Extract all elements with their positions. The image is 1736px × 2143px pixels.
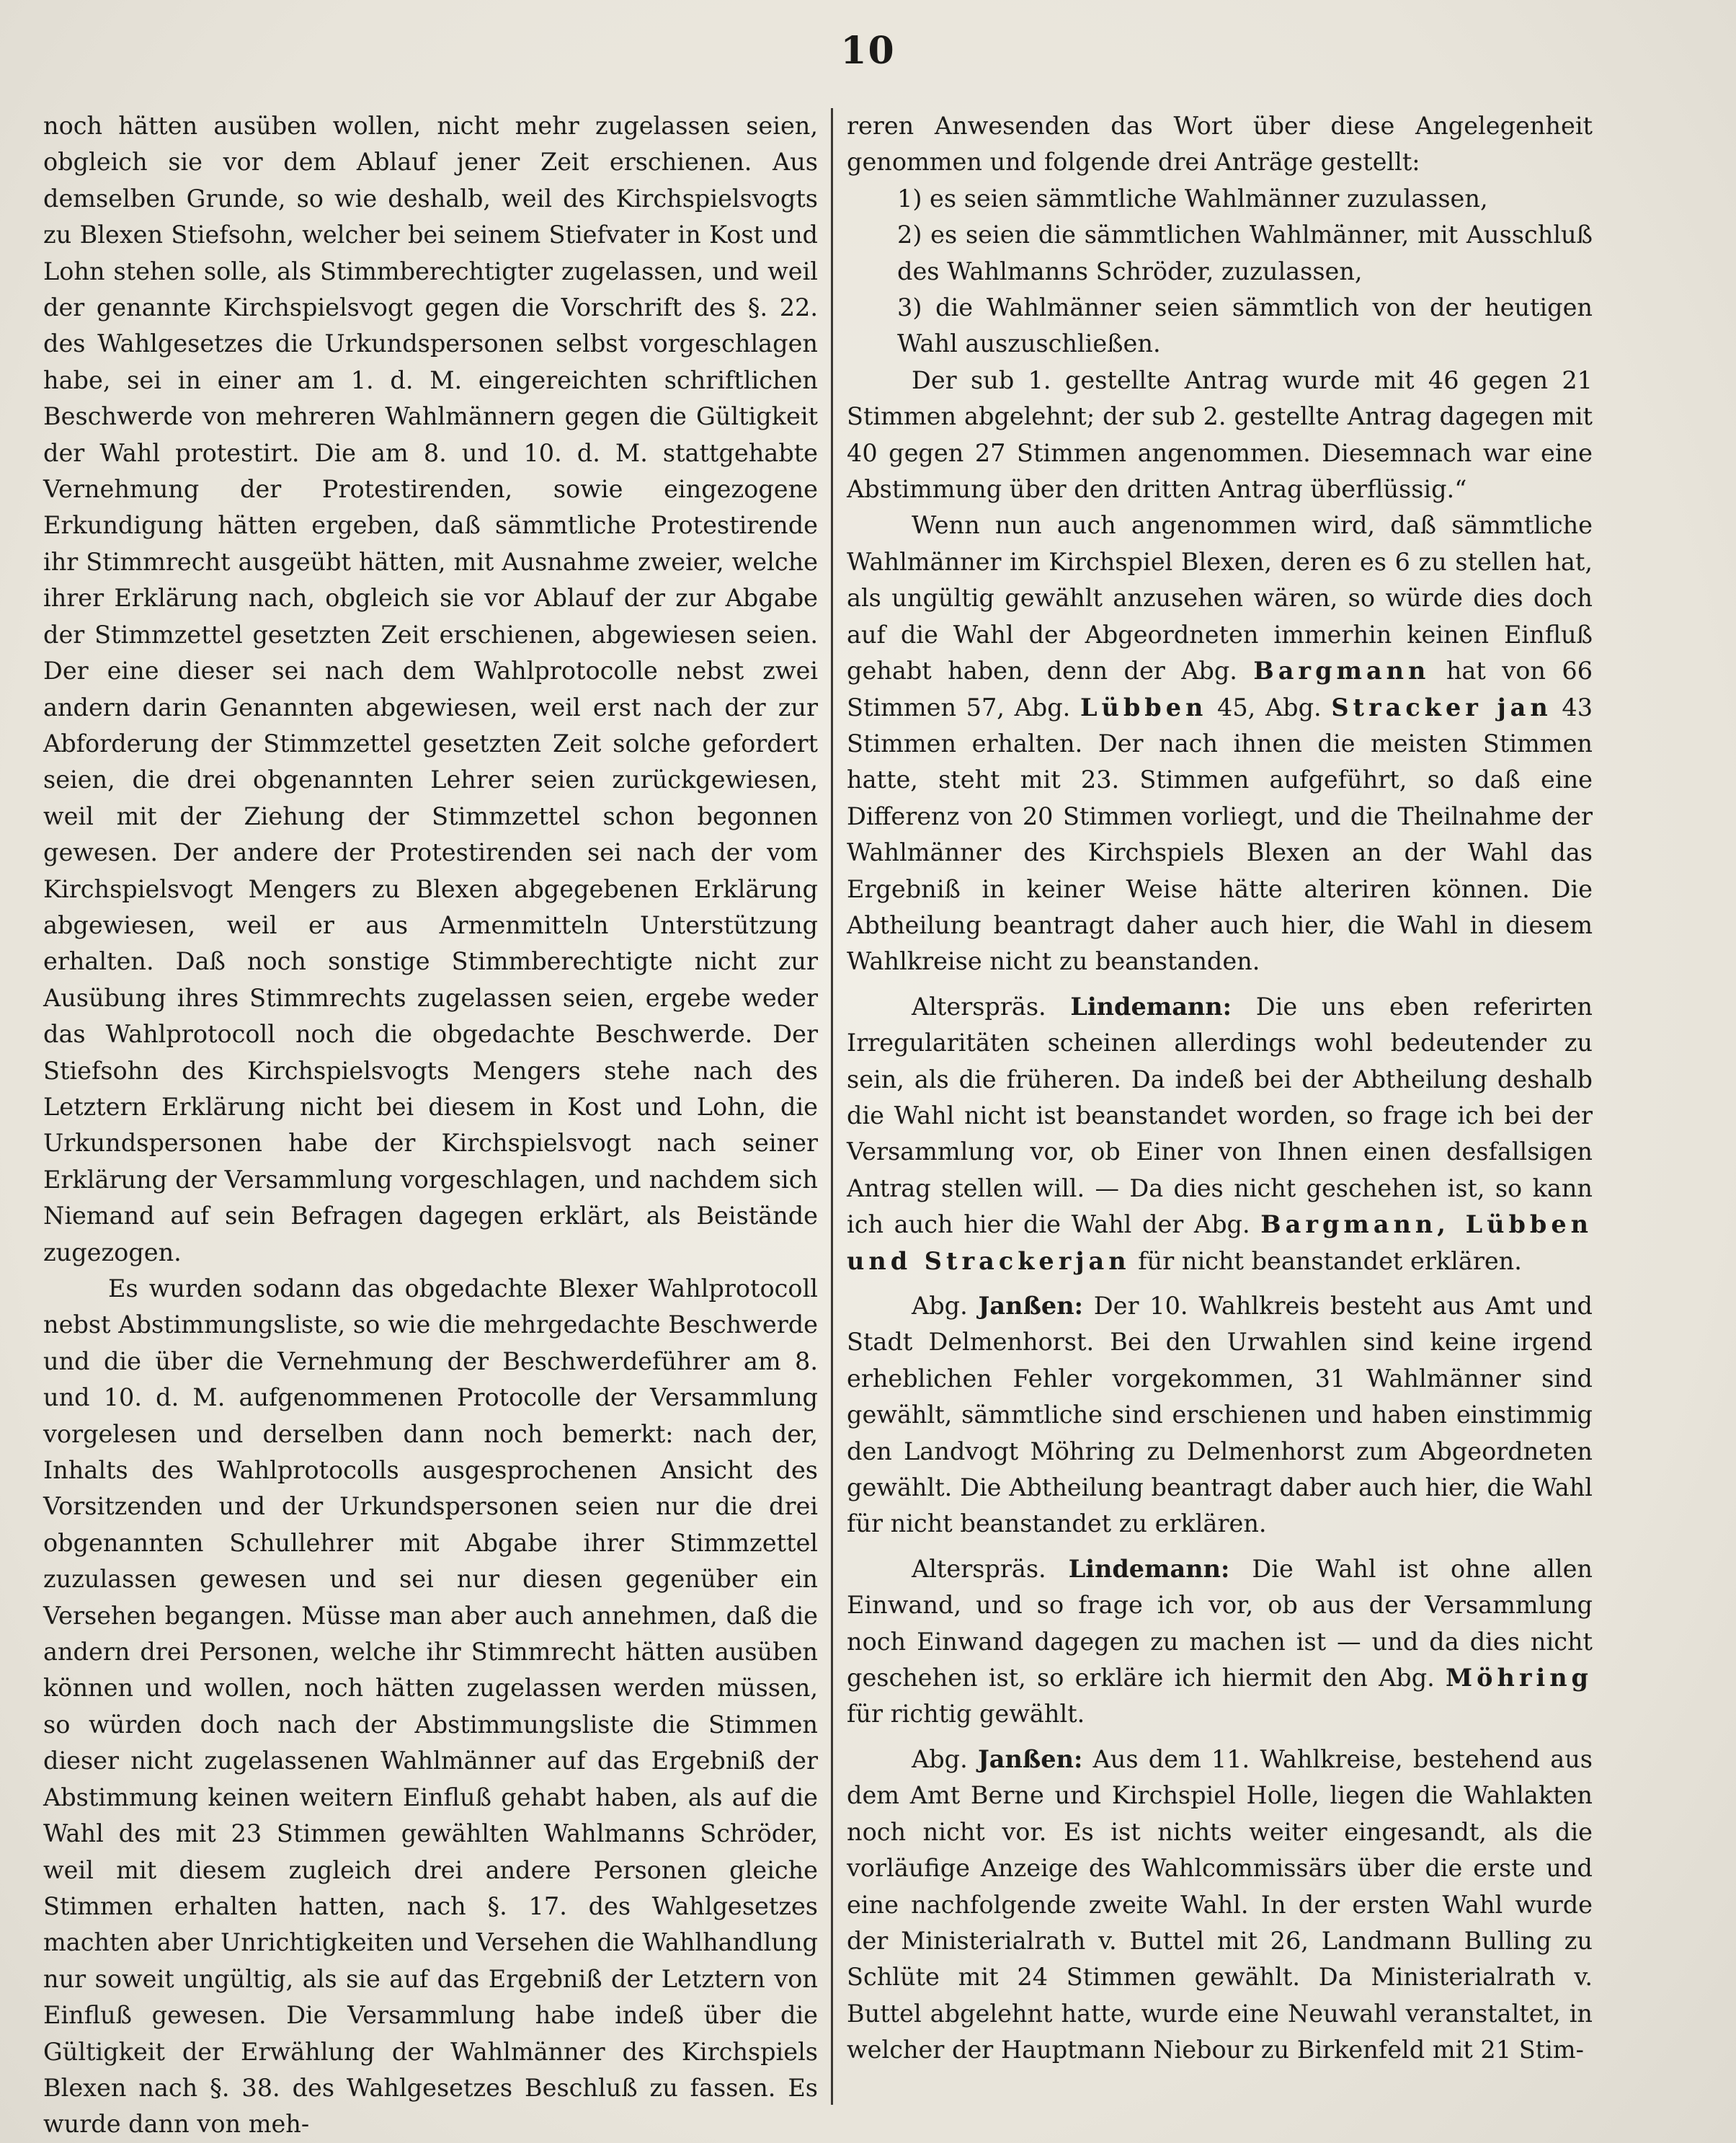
speaker-name: Janßen: [978, 1292, 1083, 1320]
speaker-title: Alterspräs. [912, 1554, 1046, 1583]
column-divider [831, 108, 833, 2105]
report-text-c: 45, Abg. [1217, 693, 1322, 722]
speech-text: Aus dem 11. Wahlkreise, bestehend aus dem Amt Berne und Kirchspiel Holle, liegen die Wahlakten noch nicht vor. Es ist nichts weiter eingesandt, als die vorläufige Anzeige des Wahlcommissärs über die erste und eine nachfolgende zweite Wahl. In der ersten Wahl wurde der Ministerialrath v. Buttel mit 26, Landmann Bulling zu Schlüte mit 24 Stimmen gewählt. Da Ministerialrath v. Buttel abgelehnt hatte, wurde eine Neuwahl veranstaltet, in welcher der Hauptmann Niebour zu Birkenfeld mit 21 Stim- [847, 1744, 1593, 2064]
left-paragraph-1: noch hätten ausüben wollen, nicht mehr zugelassen seien, obgleich sie vor dem Ablauf jener Zeit erschienen. Aus demselben Grunde, so wie deshalb, weil des Kirchspielsvogts zu Blexen Stiefsohn, welcher bei seinem Stiefvater in Kost und Lohn stehen solle, als Stimmberechtigter zugelassen, und weil der genannte Kirchspielsvogt gegen die Vorschrift des §. 22. des Wahlgesetzes die Urkundspersonen selbst vorgeschlagen habe, sei in einer am 1. d. M. eingereichten schriftlichen Beschwerde von mehreren Wahlmännern gegen die Gültigkeit der Wahl protestirt. Die am 8. und 10. d. M. stattgehabte Vernehmung der Protestirenden, sowie eingezogene Erkundigung hätten ergeben, daß sämmtliche Protestirende ihr Stimmrecht ausgeübt hätten, mit Ausnahme zweier, welche ihrer Erklärung nach, obgleich sie vor Ablauf der zur Abgabe der Stimmzettel gesetzten Zeit erschienen, abgewiesen seien. Der eine dieser sei nach dem Wahlprotocolle nebst zwei andern darin Genannten abgewiesen, weil erst nach der zur Abforderung der Stimmzettel gesetzten Zeit solche gefordert seien, die drei obgenannten Lehrer seien zurückgewiesen, weil mit der Ziehung der Stimmzettel schon begonnen gewesen. Der andere der Protestirenden sei nach der vom Kirchspielsvogt Mengers zu Blexen abgegebenen Erklärung abgewiesen, weil er aus Armenmitteln Unterstützung erhalten. Daß noch sonstige Stimmberechtigte nicht zur Ausübung ihres Stimmrechts zugelassen seien, ergebe weder das Wahlprotocoll noch die obgedachte Beschwerde. Der Stiefsohn des Kirchspielsvogts Mengers stehe nach des Letztern Erklärung nicht bei diesem in Kost und Lohn, die Urkundspersonen habe der Kirchspielsvogt nach seiner Erklärung der Versammlung vorgeschlagen, und nachdem sich Niemand auf sein Befragen dagegen erklärt, als Beistände zugezogen. [43, 112, 818, 1266]
speaker-name: Lindemann: [1068, 1554, 1230, 1583]
report-text-a: Wenn nun auch angenommen wird, daß sämmtliche Wahlmänner im Kirchspiel Blexen, deren es 6 zu stellen hat, als ungültig gewählt anzusehen wären, so würde dies doch auf die Wahl der Abgeordneten immerhin keinen Einfluß gehabt haben, denn der Abg. [847, 511, 1593, 686]
speaker-name: Janßen: [977, 1744, 1083, 1773]
report-text-d: 43 Stimmen erhalten. Der nach ihnen die meisten Stimmen hatte, steht mit 23. Stimmen aufgeführt, so daß eine Differenz von 20 Stimmen vorliegt, und die Theilnahme der Wahlmänner des Kirchspiels Blexen an der Wahl das Ergebniß in keiner Weise hätte alteriren können. Die Abtheilung beantragt daher auch hier, die Wahl in diesem Wahlkreise nicht zu beanstanden. [847, 693, 1593, 976]
speech-lindemann-1 [847, 989, 1593, 1279]
delegate-name-luebben: Lübben [1080, 693, 1208, 722]
right-column [847, 108, 1593, 2112]
motion-item-3: 3) die Wahlmänner seien sämmtlich von der heutigen Wahl auszuschließen. [897, 293, 1593, 358]
speech-text-b: für nicht beanstandet erklären. [1138, 1246, 1522, 1275]
speech-text-a: Die uns eben referirten Irregularitäten scheinen allerdings wohl bedeutender zu sein, als die früheren. Da indeß bei der Abtheilung deshalb die Wahl nicht ist beanstandet worden, so frage ich bei der Versammlung vor, ob Einer von Ihnen einen desfallsigen Antrag stellen will. — Da dies nicht geschehen ist, so kann ich auch hier die Wahl der Abg. [847, 992, 1593, 1239]
delegate-name-bargmann: Bargmann [1253, 657, 1430, 686]
speaker-title: Abg. [912, 1744, 968, 1773]
speech-janssen-1 [847, 1288, 1593, 1543]
speech-text-a: Die Wahl ist ohne allen Einwand, und so frage ich vor, ob aus der Versammlung noch Einwand dagegen zu machen ist — und da dies nicht geschehen ist, so erkläre ich hiermit den Abg. [847, 1554, 1593, 1692]
delegate-name-moehring: Möhring [1446, 1664, 1593, 1692]
speaker-name: Lindemann: [1070, 992, 1232, 1021]
speech-text: Der 10. Wahlkreis besteht aus Amt und Stadt Delmenhorst. Bei den Urwahlen sind keine irgend erheblichen Fehler vorgekommen, 31 Wahlmänner sind gewählt, sämmtliche sind erschienen und haben einstimmig den Landvogt Möhring zu Delmenhorst zum Abgeordneten gewählt. Die Abtheilung beantragt daber auch hier, die Wahl für nicht beanstandet zu erklären. [847, 1292, 1593, 1538]
report-text-b: hat von 66 Stimmen 57, Abg. [847, 657, 1593, 722]
speaker-title: Abg. [912, 1292, 968, 1320]
speech-lindemann-2 [847, 1551, 1593, 1733]
vote-result-paragraph: Der sub 1. gestellte Antrag wurde mit 46 gegen 21 Stimmen abgelehnt; der sub 2. gestellte Antrag dagegen mit 40 gegen 27 Stimmen angenommen. Diesemnach war eine Abstimmung über den dritten Antrag überflüssig.“ [847, 365, 1593, 504]
speech-text-b: für richtig gewählt. [847, 1700, 1085, 1729]
speech-janssen-2 [847, 1742, 1593, 2069]
motion-item-2: 2) es seien die sämmtlichen Wahlmänner, mit Ausschluß des Wahlmanns Schröder, zuzulassen, [897, 221, 1593, 285]
speaker-title: Alterspräs. [912, 992, 1046, 1021]
delegate-names: Bargmann, Lübben und Strackerjan [847, 1210, 1593, 1275]
motion-item-1: 1) es seien sämmtliche Wahlmänner zuzulassen, [897, 184, 1488, 213]
right-paragraph-1: reren Anwesenden das Wort über diese Angelegenheit genommen und folgende drei Anträge gestellt: [847, 112, 1593, 177]
delegate-name-strackerjan: Stracker jan [1331, 693, 1552, 722]
left-column [43, 108, 818, 2139]
report-paragraph [847, 507, 1593, 980]
left-paragraph-2: Es wurden sodann das obgedachte Blexer Wahlprotocoll nebst Abstimmungsliste, so wie die mehrgedachte Beschwerde und die über die Vernehmung der Beschwerdeführer am 8. und 10. d. M. aufgenommenen Protocolle der Versammlung vorgelesen und derselben dann noch bemerkt: nach der, Inhalts des Wahlprotocolls ausgesprochenen Ansicht des Vorsitzenden und der Urkundspersonen seien nur die drei obgenannten Schullehrer mit Abgabe ihrer Stimmzettel zuzulassen gewesen und sei nur diesen gegenüber ein Versehen begangen. Müsse man aber auch annehmen, daß die andern drei Personen, welche ihr Stimmrecht hätten ausüben können und wollen, noch hätten zugelassen werden müssen, so würden doch nach der Abstimmungsliste die Stimmen dieser nicht zugelassenen Wahlmänner auf das Ergebniß der Abstimmung keinen weitern Einfluß gehabt haben, als auf die Wahl des mit 23 Stimmen gewählten Wahlmanns Schröder, weil mit diesem zugleich drei andere Personen gleiche Stimmen erhalten hatten, nach §. 17. des Wahlgesetzes machten aber Unrichtigkeiten und Versehen die Wahlhandlung nur soweit ungültig, als sie auf das Ergebniß der Letztern von Einfluß gewesen. Die Versammlung habe indeß über die Gültigkeit der Erwählung der Wahlmänner des Kirchspiels Blexen nach §. 38. des Wahlgesetzes Beschluß zu fassen. Es wurde dann von meh- [43, 1274, 818, 2139]
page-number: 10 [840, 29, 896, 73]
